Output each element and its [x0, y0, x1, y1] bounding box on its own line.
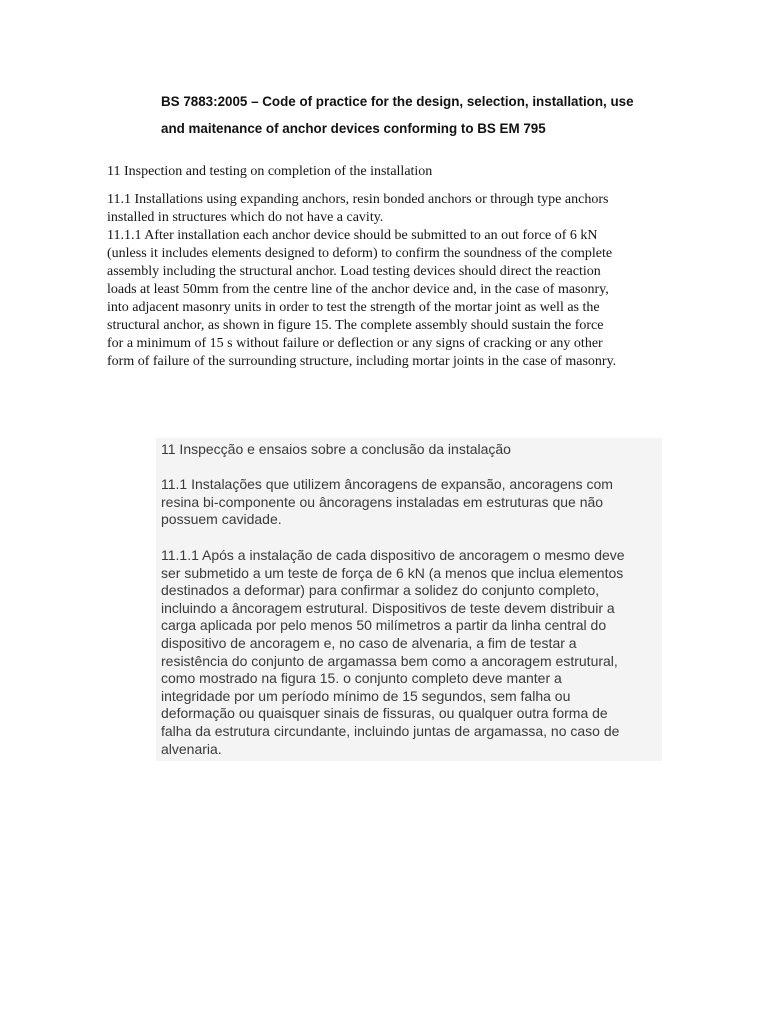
body-line: dispositivo de ancoragem e, no caso de alvenaria, a fim de testar a	[161, 634, 577, 651]
body-line: carga aplicada por pelo menos 50 milímetros a partir da linha central do	[161, 617, 607, 634]
body-line: 11.1 Instalações que utilizem âncoragens de expansão, ancoragens com	[161, 476, 613, 492]
document-title	[161, 88, 641, 142]
body-line: for a minimum of 15 s without failure or deflection or any signs of cracking or any other	[107, 336, 603, 351]
body-line: deformação ou quaisquer sinais de fissuras, ou qualquer outra forma de	[161, 705, 608, 722]
portuguese-paragraph-1	[161, 476, 661, 529]
body-line: (unless it includes elements designed to deform) to confirm the soundness of the complete	[107, 246, 613, 261]
heading-text: 11 Inspecção e ensaios sobre a conclusão da instalação	[161, 441, 511, 457]
heading-text: 11 Inspection and testing on completion of the installation	[107, 164, 433, 179]
body-line: structural anchor, as shown in figure 15. The complete assembly should sustain the force	[107, 318, 604, 333]
body-line: ser submetido a um teste de força de 6 kN (a menos que inclua elementos	[161, 564, 624, 581]
body-line: loads at least 50mm from the centre line of the anchor device and, in the case of masonry,	[107, 282, 609, 297]
body-line: falha da estrutura circundante, incluindo juntas de argamassa, no caso de	[161, 722, 620, 739]
body-line: como mostrado na figura 15. o conjunto completo deve manter a	[161, 670, 562, 687]
title-line: BS 7883:2005 – Code of practice for the design, selection, installation, use	[161, 94, 634, 109]
portuguese-section-heading	[161, 441, 661, 459]
english-section-body	[107, 191, 667, 371]
body-line: into adjacent masonry units in order to test the strength of the mortar joint as well as the	[107, 300, 600, 315]
body-line: form of failure of the surrounding structure, including mortar joints in the case of masonry.	[107, 354, 617, 369]
body-line: installed in structures which do not have a cavity.	[107, 210, 384, 225]
body-line: assembly including the structural anchor. Load testing devices should direct the reaction	[107, 264, 601, 279]
body-line: resistência do conjunto de argamassa bem como a ancoragem estrutural,	[161, 652, 618, 669]
body-line: alvenaria.	[161, 740, 222, 757]
portuguese-paragraph-2	[161, 547, 661, 758]
body-line: 11.1.1 Após a instalação de cada dispositivo de ancoragem o mesmo deve	[161, 547, 625, 563]
english-section-heading	[107, 163, 667, 181]
body-line: destinados a deformar) para confirmar a solidez do conjunto completo,	[161, 582, 600, 599]
title-line: and maitenance of anchor devices conforming to BS EM 795	[161, 121, 546, 136]
portuguese-translation-box	[156, 438, 662, 761]
body-line: 11.1 Installations using expanding anchors, resin bonded anchors or through type anchors	[107, 192, 609, 207]
body-line: incluindo a âncoragem estrutural. Dispositivos de teste devem distribuir a	[161, 599, 615, 616]
body-line: integridade por um período mínimo de 15 segundos, sem falha ou	[161, 687, 571, 704]
body-line: possuem cavidade.	[161, 511, 282, 528]
body-line: 11.1.1 After installation each anchor device should be submitted to an out force of 6 kN	[107, 228, 598, 243]
body-line: resina bi-componente ou âncoragens instaladas em estruturas que não	[161, 493, 604, 510]
